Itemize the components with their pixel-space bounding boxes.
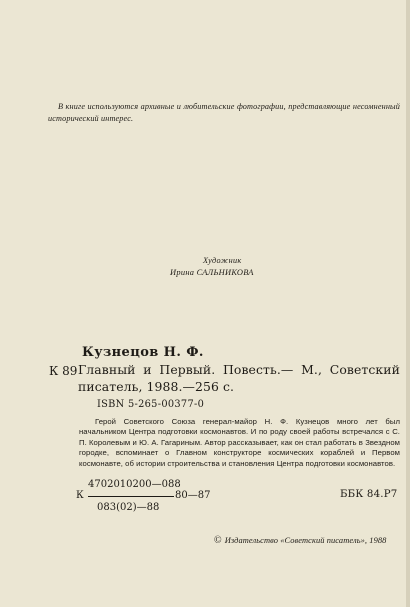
catalog-index: К 89 (49, 364, 78, 378)
copyright-icon: © (214, 535, 222, 546)
catalog-title (78, 361, 400, 395)
isbn: ISBN 5-265-00377-0 (97, 399, 205, 410)
catalog-code-letter: К (76, 490, 84, 501)
copyright-line (214, 535, 386, 546)
catalog-code-series: 80—87 (175, 490, 211, 501)
artist-name: Ирина САЛЬНИКОВА (170, 268, 254, 277)
page-edge (406, 0, 410, 607)
artist-role: Художник (203, 256, 242, 265)
catalog-code-fraction-bar (88, 496, 174, 497)
annotation: Герой Советского Союза генерал-майор Н. Ф. Кузнецов много лет был начальником Центра подготовки космонавтов. И по роду своей работы встречался с С. П. Королевым и Ю. А. Гагариным. Автор рассказывает, как он стал работать в Звездном городке, вспоминает о Главном конструкторе космических кораблей и Первом космонавте, об истории строительства и становления Центра подготовки космонавтов. (79, 417, 400, 468)
catalog-author: Кузнецов Н. Ф. (82, 345, 204, 360)
bbk-code: ББК 84.Р7 (340, 489, 398, 500)
photo-note: В книге используются архивные и любительские фотографии, представляющие несомненный исторический интерес. (48, 102, 400, 123)
catalog-title-line-2: писатель, 1988.—256 с. (78, 379, 235, 394)
catalog-code-numerator: 4702010200—088 (88, 479, 181, 490)
catalog-title-line-1: Главный и Первый. Повесть.— М., Советский (78, 362, 400, 377)
copyright-text: Издательство «Советский писатель», 1988 (224, 536, 387, 545)
catalog-code-denominator: 083(02)—88 (97, 502, 160, 513)
